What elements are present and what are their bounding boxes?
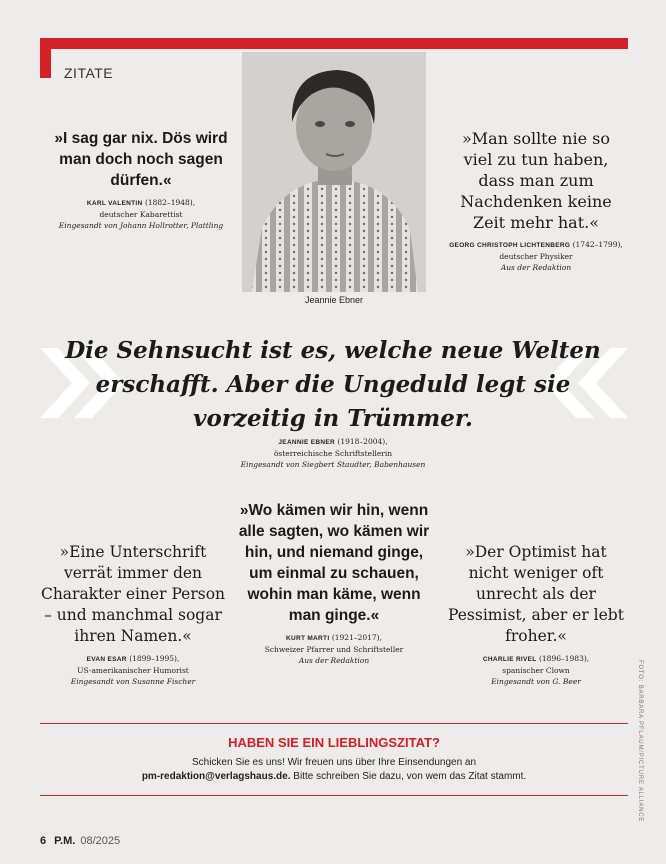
quote-text: »I sag gar nix. Dös wird man doch noch sagen dürfen.« xyxy=(54,130,228,189)
quote-attribution xyxy=(442,653,630,687)
quote-attribution xyxy=(436,239,636,273)
quote-source: Eingesandt von Johann Hollrotter, Plattling xyxy=(58,221,224,230)
author-role: spanischer Clown xyxy=(502,666,570,675)
author-name: EVAN ESAR xyxy=(86,656,127,663)
quote-source: Aus der Redaktion xyxy=(298,656,370,665)
author-name: KURT MARTI xyxy=(285,635,330,642)
author-name: KARL VALENTIN xyxy=(86,200,143,207)
quote-marti xyxy=(236,500,432,666)
magazine-logo: P.M. xyxy=(54,835,76,847)
author-years: (1882–1948), xyxy=(144,198,196,207)
issue-number: 08/2025 xyxy=(80,835,121,847)
author-years: (1899–1995), xyxy=(129,654,180,663)
cta-line2: Bitte schreiben Sie dazu, von wem das Zitat stammt. xyxy=(293,771,527,782)
quote-rivel xyxy=(442,542,630,687)
header-red-bar xyxy=(40,38,628,49)
quote-attribution xyxy=(40,197,242,231)
quote-source: Eingesandt von Susanne Fischer xyxy=(70,677,196,686)
quote-text: »Wo kämen wir hin, wenn alle sagten, wo kämen wir hin, und niemand ginge, um einmal zu schauen, wohin man käme, wenn man ginge.« xyxy=(238,502,430,624)
quote-text: »Der Optimist hat nicht weniger oft unrecht als der Pessimist, aber er lebt froher.« xyxy=(448,543,624,645)
author-role: Schweizer Pfarrer und Schriftsteller xyxy=(264,645,404,654)
feature-quote-attribution xyxy=(180,436,486,470)
quote-lichtenberg xyxy=(436,128,636,273)
author-role: deutscher Kabarettist xyxy=(99,210,183,219)
page-number: 6 xyxy=(40,835,47,847)
author-role: deutscher Physiker xyxy=(499,252,573,261)
portrait-photo xyxy=(242,52,426,292)
quote-valentin xyxy=(40,128,242,231)
quote-source: Aus der Redaktion xyxy=(500,263,572,272)
quote-source: Eingesandt von Siegbert Staudter, Babenhausen xyxy=(240,460,426,469)
quote-text: »Eine Unterschrift verrät immer den Charakter einer Person – und manchmal sogar ihren Namen.« xyxy=(40,543,226,645)
photo-caption: Jeannie Ebner xyxy=(304,295,364,305)
cta-divider-bottom xyxy=(40,795,628,796)
author-years: (1918–2004), xyxy=(337,437,388,446)
cta-email-link[interactable]: pm-redaktion@verlagshaus.de. xyxy=(141,771,291,782)
quote-attribution xyxy=(236,632,432,666)
author-name: JEANNIE EBNER xyxy=(278,439,336,446)
author-name: CHARLIE RIVEL xyxy=(482,656,537,663)
author-years: (1896–1983), xyxy=(538,654,590,663)
quote-attribution xyxy=(40,653,226,687)
quote-text: »Man sollte nie so viel zu tun haben, dass man zum Nachdenken keine Zeit mehr hat.« xyxy=(460,129,612,232)
photo-credit: FOTO: BARBARA PFLAUM/PICTURE ALLIANCE xyxy=(637,660,643,823)
cta-line1: Schicken Sie es uns! Wir freuen uns über Ihre Einsendungen an xyxy=(191,757,477,768)
header-red-corner xyxy=(40,38,51,78)
section-title: ZITATE xyxy=(64,65,114,81)
cta-divider-top xyxy=(40,723,628,724)
author-role: US-amerikanischer Humorist xyxy=(77,666,189,675)
page-footer xyxy=(40,835,120,847)
quote-esar xyxy=(40,542,226,687)
author-role: österreichische Schriftstellerin xyxy=(273,449,393,458)
feature-quote-text: Die Sehnsucht ist es, welche neue Welten erschafft. Aber die Ungeduld legt sie vorzeitig in Trümmer. xyxy=(65,337,601,432)
author-name: GEORG CHRISTOPH LICHTENBERG xyxy=(449,242,571,249)
cta-text xyxy=(40,756,628,784)
author-years: (1742–1799), xyxy=(572,240,623,249)
quote-source: Eingesandt von G. Beer xyxy=(491,677,581,686)
cta-heading: HABEN SIE EIN LIEBLINGSZITAT? xyxy=(228,735,440,750)
author-years: (1921–2017), xyxy=(331,633,382,642)
